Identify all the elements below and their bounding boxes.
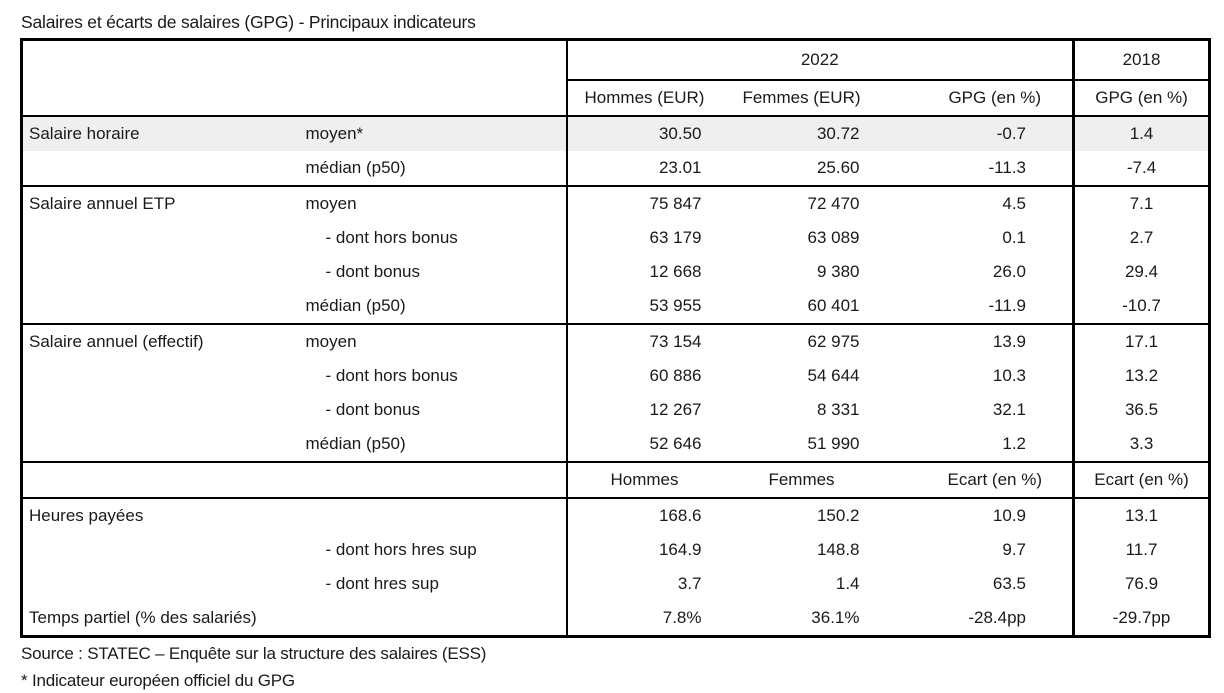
cell-group: Salaire annuel ETP	[22, 186, 302, 221]
table-row	[22, 255, 1210, 289]
cell-hommes: 75 847	[567, 186, 722, 221]
cell-group	[22, 255, 302, 289]
cell-hommes: 63 179	[567, 221, 722, 255]
cell-femmes: 51 990	[807, 434, 860, 453]
cell-gpg-2022: -11.9	[988, 296, 1027, 315]
cell-group	[22, 359, 302, 393]
header-empty-label-cell	[22, 40, 567, 117]
table-row	[22, 498, 1210, 533]
header-col-hommes: Hommes (EUR)	[567, 80, 722, 116]
cell-femmes: 60 401	[807, 296, 860, 315]
cell-ecart-2018: -29.7pp	[1074, 601, 1210, 637]
cell-femmes: 148.8	[816, 540, 860, 559]
cell-femmes: 25.60	[816, 158, 860, 177]
cell-sublabel: - dont hors bonus	[325, 228, 458, 247]
cell-femmes: 54 644	[807, 366, 860, 385]
cell-ecart-2022: 10.9	[992, 506, 1027, 525]
cell-gpg-2018: 7.1	[1074, 186, 1210, 221]
cell-ecart-2022: -28.4pp	[968, 608, 1027, 627]
cell-hommes: 53 955	[567, 289, 722, 324]
cell-ecart-2018: 11.7	[1074, 533, 1210, 567]
cell-sublabel	[302, 498, 567, 533]
table-row	[22, 567, 1210, 601]
cell-femmes: 36.1%	[811, 608, 860, 627]
cell-gpg-2022: 32.1	[992, 400, 1027, 419]
cell-group: Heures payées	[29, 506, 144, 525]
mid-header-col-ecart-2018: Ecart (en %)	[1074, 462, 1210, 498]
cell-femmes: 150.2	[816, 506, 860, 525]
cell-ecart-2018: 13.1	[1074, 498, 1210, 533]
mid-header-row	[22, 462, 1210, 498]
cell-hommes: 164.9	[567, 533, 722, 567]
header-col-gpg-2018: GPG (en %)	[1074, 80, 1210, 116]
table-row	[22, 393, 1210, 427]
cell-group: Salaire horaire	[22, 116, 302, 151]
cell-sublabel: médian (p50)	[305, 158, 406, 177]
cell-group	[22, 393, 302, 427]
cell-gpg-2022: 10.3	[992, 366, 1027, 385]
mid-header-col-hommes: Hommes	[567, 462, 722, 498]
cell-femmes: 1.4	[835, 574, 860, 593]
cell-femmes: 63 089	[807, 228, 860, 247]
cell-femmes: 8 331	[816, 400, 860, 419]
cell-hommes: 12 668	[567, 255, 722, 289]
cell-femmes: 9 380	[816, 262, 860, 281]
cell-sublabel: - dont bonus	[325, 400, 421, 419]
cell-sublabel: - dont hors hres sup	[325, 540, 477, 559]
cell-sublabel: - dont hors bonus	[325, 366, 458, 385]
table-row	[22, 601, 1210, 637]
mid-header-empty-cell	[302, 462, 567, 498]
cell-sublabel: moyen*	[302, 116, 567, 151]
table-row	[22, 359, 1210, 393]
cell-group	[22, 567, 302, 601]
cell-hommes: 168.6	[567, 498, 722, 533]
header-year-2022: 2022	[567, 40, 1074, 81]
cell-femmes: 30.72	[722, 116, 882, 151]
cell-femmes: 72 470	[722, 186, 882, 221]
cell-gpg-2018: 1.4	[1074, 116, 1210, 151]
cell-gpg-2018: -7.4	[1074, 151, 1210, 186]
header-col-gpg-2022: GPG (en %)	[882, 80, 1074, 116]
cell-sublabel: moyen	[302, 324, 567, 359]
mid-header-col-ecart-2022: Ecart (en %)	[882, 462, 1074, 498]
header-col-femmes: Femmes (EUR)	[722, 80, 882, 116]
header-row-years	[22, 40, 1210, 81]
cell-gpg-2022: -0.7	[882, 116, 1074, 151]
cell-gpg-2018: 2.7	[1074, 221, 1210, 255]
table-row	[22, 221, 1210, 255]
cell-hommes: 60 886	[567, 359, 722, 393]
table-row	[22, 533, 1210, 567]
cell-hommes: 30.50	[567, 116, 722, 151]
cell-sublabel: - dont bonus	[325, 262, 421, 281]
cell-gpg-2022: 1.2	[1002, 434, 1027, 453]
table-row	[22, 427, 1210, 462]
table-row	[22, 324, 1210, 359]
cell-gpg-2022: 4.5	[882, 186, 1074, 221]
cell-gpg-2018: 13.2	[1074, 359, 1210, 393]
cell-gpg-2018: 17.1	[1074, 324, 1210, 359]
cell-gpg-2022: 26.0	[992, 262, 1027, 281]
gpg-indicator-note: * Indicateur européen officiel du GPG	[21, 671, 295, 690]
page-title: Salaires et écarts de salaires (GPG) - Principaux indicateurs	[21, 12, 476, 32]
table-row	[22, 289, 1210, 324]
header-year-2018: 2018	[1074, 40, 1210, 81]
cell-hommes: 7.8%	[567, 601, 722, 637]
cell-gpg-2018: 3.3	[1074, 427, 1210, 462]
cell-gpg-2022: -11.3	[988, 158, 1027, 177]
cell-hommes: 73 154	[567, 324, 722, 359]
table-row	[22, 151, 1210, 186]
cell-hommes: 3.7	[567, 567, 722, 601]
cell-gpg-2022: 0.1	[1002, 228, 1027, 247]
cell-sublabel	[302, 601, 567, 637]
cell-gpg-2018: -10.7	[1074, 289, 1210, 324]
mid-header-empty-cell	[22, 462, 302, 498]
cell-hommes: 23.01	[567, 151, 722, 186]
cell-sublabel: moyen	[302, 186, 567, 221]
cell-ecart-2022: 9.7	[1002, 540, 1027, 559]
table-row	[22, 116, 1210, 151]
table-row	[22, 186, 1210, 221]
salary-indicators-table	[20, 38, 1211, 638]
cell-group	[22, 533, 302, 567]
cell-group	[22, 427, 302, 462]
mid-header-col-femmes: Femmes	[722, 462, 882, 498]
cell-group	[22, 151, 302, 186]
cell-hommes: 12 267	[567, 393, 722, 427]
cell-ecart-2018: 76.9	[1074, 567, 1210, 601]
cell-group: Temps partiel (% des salariés)	[29, 608, 257, 627]
source-note: Source : STATEC – Enquête sur la structure des salaires (ESS)	[21, 644, 487, 663]
cell-group: Salaire annuel (effectif)	[22, 324, 302, 359]
cell-sublabel: médian (p50)	[305, 296, 406, 315]
cell-group	[22, 221, 302, 255]
table-footnotes	[21, 644, 1210, 691]
cell-femmes: 62 975	[722, 324, 882, 359]
cell-gpg-2022: 13.9	[882, 324, 1074, 359]
cell-sublabel: médian (p50)	[305, 434, 406, 453]
cell-gpg-2018: 36.5	[1074, 393, 1210, 427]
cell-gpg-2018: 29.4	[1074, 255, 1210, 289]
cell-sublabel: - dont hres sup	[325, 574, 439, 593]
cell-ecart-2022: 63.5	[992, 574, 1027, 593]
cell-group	[22, 289, 302, 324]
cell-hommes: 52 646	[567, 427, 722, 462]
